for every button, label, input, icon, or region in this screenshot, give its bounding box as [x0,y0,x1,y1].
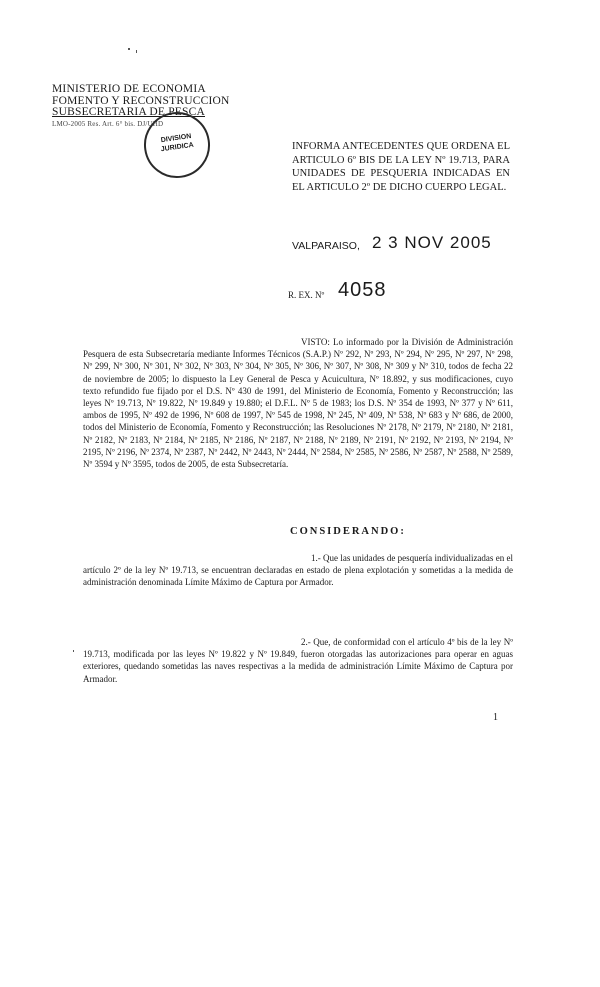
scan-speck [136,50,137,53]
ministry-line-3: SUBSECRETARIA DE PESCA [52,106,206,118]
considerando-heading: CONSIDERANDO: [290,526,406,537]
considerando-2: 2.- Que, de conformidad con el artículo 4º bis de la ley Nº 19.713, modificada por las leyes Nº 19.822 y Nº 19.849, fueron otorgadas las autorizaciones para operar en aguas exteriores, quedando sometidas las naves respectivas a la medida de administración Límite Máximo de Captura por Armador. [83,637,513,684]
document-subject: INFORMA ANTECEDENTES QUE ORDENA EL ARTICULO 6º BIS DE LA LEY Nº 19.713, PARA UNIDADES DE PESQUERIA INDICADAS EN EL ARTICULO 2º DE DICHO CUERPO LEGAL. [292,141,510,193]
page-number: 1 [493,712,498,723]
reference-code: LMO-2005 Res. Art. 6° bis. DJ/UHD [52,119,164,128]
ministry-line-1: MINISTERIO DE ECONOMIA [52,83,206,95]
ministry-header [52,84,230,129]
resolution-prefix: R. EX. Nº [288,290,325,300]
document-date: 2 3 NOV 2005 [372,233,492,252]
scan-speck [73,650,74,652]
resolution-number: 4058 [338,279,387,301]
ministry-line-2: FOMENTO Y RECONSTRUCCION [52,94,230,107]
scan-speck [128,48,130,50]
stamp-line-2: JURIDICA [160,141,195,154]
stamp-line-1: DIVISION [160,132,192,145]
considerando-1: 1.- Que las unidades de pesquería individualizadas en el artículo 2º de la ley Nº 19.713, se encuentran declaradas en estado de plena explotación y sometidas a la medida de administración denominada Límite Máximo de Captura por Armador. [83,553,513,588]
place: VALPARAISO, [292,240,360,252]
visto-paragraph: VISTO: Lo informado por la División de Administración Pesquera de esta Subsecretaría mediante Informes Técnicos (S.A.P.) Nº 292, Nº 293, Nº 294, Nº 295, Nº 297, Nº 298, Nº 299, Nº 300, Nº 301, Nº 302, Nº 303, Nº 304, Nº 305, Nº 306, Nº 307, Nº 308, Nº 309 y Nº 310, todos de fecha 22 de noviembre de 2005; lo dispuesto la Ley General de Pesca y Acuicultura, Nº 18.892, y sus modificaciones, cuyo texto refundido fue fijado por el D.S. Nº 430 de 1991, del Ministerio de Economía, Fomento y Reconstrucción; las leyes Nº 19.713, Nº 19.822, Nº 19.849 y 19.880; el D.F.L. Nº 5 de 1983; los D.S. Nº 354 de 1993, Nº 377 y Nº 611, ambos de 1995, Nº 492 de 1996, Nº 608 de 1997, Nº 545 de 1998, Nº 245, Nº 409, Nº 538, Nº 683 y Nº 686, de 2000, todos del Ministerio de Economía, Fomento y Reconstrucción; las Resoluciones Nº 2178, Nº 2179, Nº 2180, Nº 2181, Nº 2182, Nº 2183, Nº 2184, Nº 2185, Nº 2186, Nº 2187, Nº 2188, Nº 2189, Nº 2191, Nº 2192, Nº 2193, Nº 2194, Nº 2195, Nº 2196, Nº 2374, Nº 2387, Nº 2442, Nº 2443, Nº 2444, Nº 2584, Nº 2585, Nº 2586, Nº 2587, Nº 2588, Nº 2589, Nº 3594 y Nº 3595, todos de 2005, de esta Subsecretaría. [83,337,513,470]
